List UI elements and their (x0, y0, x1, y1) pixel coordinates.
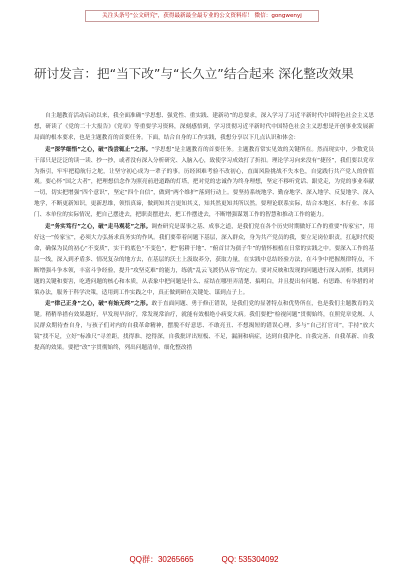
top-banner: 关注头条号"公文研究"，获得最新最全最专业的公文资料库！ 微信：gongwenyj (85, 10, 319, 22)
paragraph-3 (34, 299, 374, 354)
document-title: 研讨发言：把“当下改”与“长久立”结合起来 深化整改效果 (34, 66, 354, 81)
paragraph-intro (34, 111, 374, 144)
paragraph-lead: 走“律己正身”之心，破“有始无终”之形。 (45, 301, 152, 308)
paragraph-lead: 走“务实笃行”之心，破“走马观花”之形。 (45, 224, 152, 231)
document-body (34, 111, 374, 541)
paragraph-lead: 走“深学细悟”之心，破“浅尝辄止”之形。 (45, 146, 152, 153)
paragraph-text: 自主题教育活动启动以来，我全面准确“学思想、强党性、重实践、建新功”的总要求，深入学习了习近平新时代中国特色社会主义思想，研读了《党的二十大报告》《党章》等重要学习资料，深刻感悟到，学习贯彻习近平新时代中国特色社会主义思想是开创事业发展新局面的根本要求，也是主题教育的首要任务。下面，结合自身的工作实践，我想分享以下几点认识和体会： (34, 113, 374, 141)
paragraph-text: “学思想”是主题教育的首要任务。主题教育常实见效的关键所在。然而现实中，少数党员干部只是泛泛的读一读、抄一抄，或者没有深入分析研究、入脑入心，致使学习成效打了折扣。理论学习向来没有“捷径”，我们要以党章为指引，牢牢把稳航行之舵，让坚守初心成为一辈子的事。历经困难考验不改初心，直面风险挑战不失本色，自觉践行共产党人的价值观。要心怀“国之大者”，把理想信念作为照亮前进道路的灯塔，把对党的忠诚作为终身理想，坚定不移听党话、跟党走，为党的事业奉献一切，切实把增强“四个意识”，坚定“四个自信”，做到“两个维护”落到行动上。要坚持系统地学、勤奋地学、深入地学、反复地学、深入地学，不断更新知识，更新思维，领悟真谛，做到知其言更知其义，知其然更知其所以然。要理论联系实际，结合本地区、本行业、本部门、本单位的实际情况，把自己摆进去，把职责摆进去，把工作摆进去，不断增强谋划工作的智慧和推动工作的能力。 (34, 146, 374, 219)
qq-group-label: QQ群：30265665 (129, 555, 194, 564)
footer-contact (0, 554, 408, 565)
paragraph-1 (34, 145, 374, 221)
paragraph-text: 敢于直面问题、勇于修正错误，是我们党的显著特点和优势所在，也是我们主题教育的关键。稍稍举措有效果越好，早发现早治疗，常发现常治疗，就能有效根绝小病变大病。我们要把“检视问题”贯彻始终，在照党章党规、人民群众期待查自身，与孩子们对内的自我革命精神，摆脱不好意思、不敢亮丑、不想揭短的错误心理，多与“自己打官司”，手持“放大镜”找不足，立好“标准尺”寻差距，找得准、挖得深，自我批评出短板、不足，漏洞和病症，达到自我净化、自我完善、自我革新、自我提高的效果。要把“改”字贯彻始终，列出问题清单，细化整改措 (34, 301, 374, 352)
paragraph-2 (34, 222, 374, 298)
qq-label: QQ: 535304092 (221, 555, 279, 564)
paragraph-text: 调查研究是谋事之基、成事之道，是我们党在各个历史时期做好工作的重要“传家宝”，用好这一“传家宝”，必须大力弘扬求真务实的作风。我们要带着问题下基层，深入群众，身为共产党员的我，要立足岗位职责，扛起时代使命，确保为民的初心“不变质”，实干的底色“不变色”，把“躬耕于地”、“俯首甘为孺子牛”的情怀根植在日常的实践之中。要深入工作的基层一线，深入到矛盾多、情况复杂的地方去，在基层的沃土上汲取养分，获取力量，在实践中总结经验方法，在斗争中把握规律特点，不断增强斗争本领，丰富斗争经验，提升“攻坚克难”的能力，练就“乱云飞渡仍从容”的定力。要对反映和发现的问题进行深入剖析，找到问题的关键和要害，吃透问题的核心和本质，从表象中把问题是什么、症结在哪里弄清楚、搞明白，并且提出有问题、有思路、有举措的对策办法，服务于科学决策，适用到工作实践之中，真正做到研在关键处、谋到点子上。 (34, 224, 374, 296)
